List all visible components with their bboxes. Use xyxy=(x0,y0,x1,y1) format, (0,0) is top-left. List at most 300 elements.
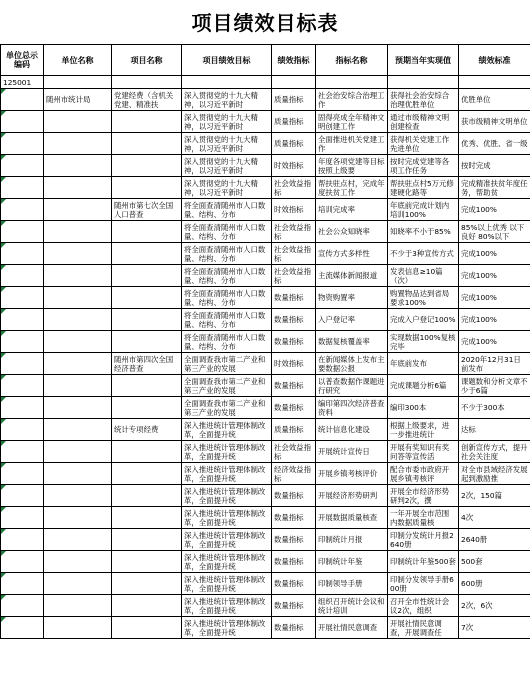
table-row xyxy=(1,177,530,199)
cell-text: 完成入户登记100% xyxy=(390,315,456,324)
cell-text: 4次 xyxy=(461,513,474,522)
row-marker-cell[interactable] xyxy=(1,199,44,221)
row-marker-cell[interactable] xyxy=(1,551,44,573)
table-cell[interactable] xyxy=(182,199,272,221)
table-cell[interactable] xyxy=(388,221,459,243)
table-row xyxy=(1,441,530,463)
row-marker-cell[interactable] xyxy=(1,441,44,463)
cell-text: 培训完成率 xyxy=(318,205,355,214)
table-cell[interactable] xyxy=(388,595,459,617)
table-cell[interactable] xyxy=(112,243,182,265)
table-cell[interactable] xyxy=(388,155,459,177)
cell-text: 深入推进统计管理体制改革，全面提升统 xyxy=(184,574,266,593)
table-cell[interactable] xyxy=(459,76,530,89)
table-cell[interactable] xyxy=(112,529,182,551)
row-marker-cell[interactable] xyxy=(1,243,44,265)
table-cell[interactable] xyxy=(459,353,530,375)
table-cell[interactable] xyxy=(272,111,316,133)
table-cell[interactable] xyxy=(44,551,112,573)
table-cell[interactable] xyxy=(272,76,316,89)
table-cell[interactable] xyxy=(459,155,530,177)
table-cell[interactable] xyxy=(182,111,272,133)
cell-text: 完成100% xyxy=(461,271,497,280)
cell-text: 完成100% xyxy=(461,293,497,302)
table-cell[interactable] xyxy=(182,595,272,617)
table-cell[interactable] xyxy=(459,573,530,595)
table-cell[interactable] xyxy=(44,529,112,551)
cell-text: 数量指标 xyxy=(274,579,304,588)
table-cell[interactable] xyxy=(316,573,388,595)
cell-text: 发表信息≥10篇（次） xyxy=(390,266,443,285)
table-cell[interactable] xyxy=(182,485,272,507)
table-cell[interactable] xyxy=(272,507,316,529)
table-cell[interactable] xyxy=(182,221,272,243)
table-cell[interactable] xyxy=(316,485,388,507)
cell-text: 创新宣传方式，提升社会关注度 xyxy=(461,442,528,461)
table-cell[interactable] xyxy=(316,177,388,199)
table-cell[interactable] xyxy=(272,353,316,375)
cell-text: 开展经济形势研判 xyxy=(318,491,378,500)
table-cell[interactable] xyxy=(459,89,530,111)
table-cell[interactable] xyxy=(272,309,316,331)
table-cell[interactable] xyxy=(316,375,388,397)
table-row xyxy=(1,397,530,419)
table-cell[interactable] xyxy=(388,353,459,375)
table-cell[interactable] xyxy=(44,177,112,199)
table-cell[interactable] xyxy=(44,309,112,331)
table-cell[interactable] xyxy=(44,617,112,639)
table-cell[interactable] xyxy=(112,155,182,177)
table-cell[interactable] xyxy=(316,529,388,551)
cell-note-marker-icon xyxy=(1,309,6,314)
header-row xyxy=(1,45,530,76)
table-cell[interactable] xyxy=(316,617,388,639)
cell-text: 数量指标 xyxy=(274,513,304,522)
cell-text: 数量指标 xyxy=(274,623,304,632)
table-cell[interactable] xyxy=(44,573,112,595)
cell-text: 数量指标 xyxy=(274,337,304,346)
table-cell[interactable] xyxy=(459,419,530,441)
cell-text: 印制分发领导手册600册 xyxy=(390,574,454,593)
table-cell[interactable] xyxy=(44,397,112,419)
table-cell[interactable] xyxy=(182,331,272,353)
cell-text: 随州市第七次全国人口普查 xyxy=(114,200,174,219)
cell-note-marker-icon xyxy=(1,221,6,226)
table-cell[interactable] xyxy=(112,265,182,287)
table-cell[interactable] xyxy=(388,485,459,507)
table-row xyxy=(1,133,530,155)
table-cell[interactable] xyxy=(388,573,459,595)
table-cell[interactable] xyxy=(272,331,316,353)
table-cell[interactable] xyxy=(316,463,388,485)
table-cell[interactable] xyxy=(316,551,388,573)
unit-code-cell[interactable]: 125001 xyxy=(1,76,44,89)
table-cell[interactable] xyxy=(112,76,182,89)
table-cell[interactable] xyxy=(44,243,112,265)
table-cell[interactable] xyxy=(112,221,182,243)
cell-text: 完成100% xyxy=(461,205,497,214)
table-cell[interactable] xyxy=(44,89,112,111)
unit-code-row xyxy=(1,76,530,89)
table-cell[interactable] xyxy=(459,133,530,155)
header-cell: 项目绩效目标 xyxy=(182,45,272,76)
table-cell[interactable] xyxy=(272,177,316,199)
table-cell[interactable] xyxy=(272,397,316,419)
table-cell[interactable] xyxy=(272,573,316,595)
row-marker-cell[interactable] xyxy=(1,485,44,507)
table-cell[interactable] xyxy=(112,485,182,507)
cell-text: 数据复核覆盖率 xyxy=(318,337,370,346)
table-cell[interactable] xyxy=(388,397,459,419)
table-cell[interactable] xyxy=(388,617,459,639)
table-cell[interactable] xyxy=(182,133,272,155)
row-marker-cell[interactable] xyxy=(1,111,44,133)
table-cell[interactable] xyxy=(272,287,316,309)
table-cell[interactable] xyxy=(182,155,272,177)
table-cell[interactable] xyxy=(272,221,316,243)
header-cell: 单位名称 xyxy=(44,45,112,76)
table-cell[interactable] xyxy=(316,397,388,419)
cell-text: 课题数和分析文章不少于6篇 xyxy=(461,376,528,395)
cell-note-marker-icon xyxy=(1,419,6,424)
table-cell[interactable] xyxy=(112,133,182,155)
table-cell[interactable] xyxy=(316,441,388,463)
cell-text: 社会治安综合治理工作 xyxy=(318,90,385,109)
table-cell[interactable] xyxy=(316,76,388,89)
cell-text: 数量指标 xyxy=(274,381,304,390)
table-cell[interactable] xyxy=(316,331,388,353)
table-cell[interactable] xyxy=(112,287,182,309)
cell-text: 统计信息化建设 xyxy=(318,425,370,434)
cell-text: 质量指标 xyxy=(274,117,304,126)
row-marker-cell[interactable] xyxy=(1,463,44,485)
table-cell[interactable] xyxy=(459,309,530,331)
table-cell[interactable] xyxy=(112,507,182,529)
table-cell[interactable] xyxy=(44,133,112,155)
table-cell[interactable] xyxy=(388,177,459,199)
table-cell[interactable] xyxy=(459,199,530,221)
table-cell[interactable] xyxy=(316,221,388,243)
cell-text: 深入贯彻党的十九大精神，以习近平新时 xyxy=(184,90,258,109)
table-cell[interactable] xyxy=(182,243,272,265)
cell-text: 深入推进统计管理体制改革，全面提升统 xyxy=(184,552,266,571)
cell-note-marker-icon xyxy=(1,529,6,534)
cell-text: 完成100% xyxy=(461,337,497,346)
cell-text: 知晓率不小于85% xyxy=(390,227,451,236)
cell-text: 在新闻媒体上发布主要数据公报 xyxy=(318,354,385,373)
table-cell[interactable] xyxy=(112,617,182,639)
cell-text: 深入推进统计管理体制改革，全面提升统 xyxy=(184,508,266,527)
table-cell[interactable] xyxy=(459,485,530,507)
table-cell[interactable] xyxy=(388,441,459,463)
cell-text: 主流媒体新闻报道 xyxy=(318,271,378,280)
row-marker-cell[interactable] xyxy=(1,507,44,529)
table-cell[interactable] xyxy=(316,133,388,155)
table-cell[interactable] xyxy=(272,89,316,111)
table-cell[interactable] xyxy=(316,419,388,441)
table-cell[interactable] xyxy=(459,177,530,199)
table-cell[interactable] xyxy=(459,265,530,287)
cell-text: 完成课题分析6篇 xyxy=(390,381,447,390)
table-cell[interactable] xyxy=(182,551,272,573)
table-cell[interactable] xyxy=(112,397,182,419)
table-cell[interactable] xyxy=(388,551,459,573)
table-cell[interactable] xyxy=(182,89,272,111)
row-marker-cell[interactable] xyxy=(1,331,44,353)
table-cell[interactable] xyxy=(182,353,272,375)
table-cell[interactable] xyxy=(459,243,530,265)
table-cell[interactable] xyxy=(182,309,272,331)
row-marker-cell[interactable] xyxy=(1,309,44,331)
table-cell[interactable] xyxy=(112,375,182,397)
table-cell[interactable] xyxy=(459,529,530,551)
cell-text: 帮扶驻点村，完成年度扶贫工作 xyxy=(318,178,385,197)
table-cell[interactable] xyxy=(44,507,112,529)
table-cell[interactable] xyxy=(44,331,112,353)
table-cell[interactable] xyxy=(388,287,459,309)
table-cell[interactable] xyxy=(388,243,459,265)
cell-text: 社会效益指标 xyxy=(274,244,311,263)
row-marker-cell[interactable] xyxy=(1,595,44,617)
table-cell[interactable] xyxy=(459,287,530,309)
table-cell[interactable] xyxy=(272,265,316,287)
table-cell[interactable] xyxy=(388,375,459,397)
table-cell[interactable] xyxy=(44,375,112,397)
row-marker-cell[interactable] xyxy=(1,375,44,397)
performance-table xyxy=(0,44,530,639)
table-cell[interactable] xyxy=(182,441,272,463)
table-cell[interactable] xyxy=(112,89,182,111)
cell-text: 质量指标 xyxy=(274,95,304,104)
table-cell[interactable] xyxy=(272,133,316,155)
table-cell[interactable] xyxy=(388,507,459,529)
table-cell[interactable] xyxy=(316,309,388,331)
row-marker-cell[interactable] xyxy=(1,221,44,243)
cell-text: 深入贯彻党的十九大精神，以习近平新时 xyxy=(184,112,258,131)
table-cell[interactable] xyxy=(112,595,182,617)
table-row xyxy=(1,353,530,375)
cell-text: 数量指标 xyxy=(274,535,304,544)
cell-text: 深入贯彻党的十九大精神，以习近平新时 xyxy=(184,134,258,153)
table-cell[interactable] xyxy=(388,76,459,89)
cell-text: 编印300本 xyxy=(390,403,427,412)
table-cell[interactable] xyxy=(316,287,388,309)
table-cell[interactable] xyxy=(44,221,112,243)
table-cell[interactable] xyxy=(44,463,112,485)
table-cell[interactable] xyxy=(316,595,388,617)
row-marker-cell[interactable] xyxy=(1,287,44,309)
table-cell[interactable] xyxy=(44,441,112,463)
table-cell[interactable] xyxy=(182,265,272,287)
table-cell[interactable] xyxy=(44,111,112,133)
table-cell[interactable] xyxy=(44,76,112,89)
cell-text: 时效指标 xyxy=(274,359,304,368)
table-cell[interactable] xyxy=(388,309,459,331)
table-row xyxy=(1,551,530,573)
cell-text: 根据上级要求，进一步推进统计 xyxy=(390,420,450,439)
table-cell[interactable] xyxy=(459,595,530,617)
table-cell[interactable] xyxy=(44,287,112,309)
table-cell[interactable] xyxy=(112,573,182,595)
table-cell[interactable] xyxy=(316,89,388,111)
table-cell[interactable] xyxy=(44,265,112,287)
table-cell[interactable] xyxy=(182,529,272,551)
table-cell[interactable] xyxy=(459,463,530,485)
table-cell[interactable] xyxy=(272,617,316,639)
cell-text: 完成100% xyxy=(461,315,497,324)
header-cell: 单位总示编码 xyxy=(1,45,44,76)
cell-text: 印制统计月报 xyxy=(318,535,363,544)
table-cell[interactable] xyxy=(272,595,316,617)
table-row xyxy=(1,375,530,397)
table-cell[interactable] xyxy=(316,243,388,265)
row-marker-cell[interactable] xyxy=(1,617,44,639)
table-cell[interactable] xyxy=(272,243,316,265)
cell-text: 数量指标 xyxy=(274,315,304,324)
cell-note-marker-icon xyxy=(1,111,6,116)
cell-text: 购置物品达到省局要求100% xyxy=(390,288,450,307)
row-marker-cell[interactable] xyxy=(1,265,44,287)
table-row xyxy=(1,309,530,331)
table-cell[interactable] xyxy=(272,463,316,485)
row-marker-cell[interactable] xyxy=(1,397,44,419)
cell-text: 将全面查清随州市人口数量、结构、分布 xyxy=(184,222,266,241)
table-cell[interactable] xyxy=(272,419,316,441)
cell-text: 印制分发统计月报2640册 xyxy=(390,530,454,549)
table-cell[interactable] xyxy=(459,331,530,353)
table-cell[interactable] xyxy=(272,441,316,463)
cell-text: 深入贯彻党的十九大精神，以习近平新时 xyxy=(184,178,258,197)
table-cell[interactable] xyxy=(316,353,388,375)
cell-text: 编印第四次经济普查资料 xyxy=(318,398,385,417)
table-cell[interactable] xyxy=(112,441,182,463)
table-cell[interactable] xyxy=(316,111,388,133)
table-cell[interactable] xyxy=(272,375,316,397)
table-cell[interactable] xyxy=(272,485,316,507)
table-cell[interactable] xyxy=(112,177,182,199)
table-cell[interactable] xyxy=(112,419,182,441)
table-cell[interactable] xyxy=(388,133,459,155)
table-cell[interactable] xyxy=(182,177,272,199)
table-row xyxy=(1,89,530,111)
row-marker-cell[interactable] xyxy=(1,573,44,595)
table-cell[interactable] xyxy=(459,111,530,133)
table-cell[interactable] xyxy=(182,397,272,419)
cell-text: 深入推进统计管理体制改革，全面提升统 xyxy=(184,420,266,439)
table-cell[interactable] xyxy=(459,397,530,419)
table-cell[interactable] xyxy=(459,551,530,573)
cell-text: 不少于3种宣传方式 xyxy=(390,249,454,258)
table-cell[interactable] xyxy=(388,89,459,111)
table-cell[interactable] xyxy=(316,199,388,221)
table-cell[interactable] xyxy=(182,617,272,639)
cell-note-marker-icon xyxy=(1,397,6,402)
row-marker-cell[interactable] xyxy=(1,133,44,155)
table-cell[interactable] xyxy=(388,419,459,441)
cell-text: 年度各项党建等目标按照上级要 xyxy=(318,156,385,175)
cell-text: 2020年12月31日前发布 xyxy=(461,354,521,373)
cell-text: 质量指标 xyxy=(274,139,304,148)
table-cell[interactable] xyxy=(182,573,272,595)
table-cell[interactable] xyxy=(112,309,182,331)
table-cell[interactable] xyxy=(459,441,530,463)
table-cell[interactable] xyxy=(316,265,388,287)
table-cell[interactable] xyxy=(112,463,182,485)
table-cell[interactable] xyxy=(44,485,112,507)
table-cell[interactable] xyxy=(44,155,112,177)
cell-text: 7次 xyxy=(461,623,474,632)
cell-text: 600册 xyxy=(461,579,483,588)
table-cell[interactable] xyxy=(388,331,459,353)
row-marker-cell[interactable] xyxy=(1,155,44,177)
table-cell[interactable] xyxy=(112,111,182,133)
table-cell[interactable] xyxy=(459,221,530,243)
table-cell[interactable] xyxy=(388,199,459,221)
cell-text: 完成精准扶贫年度任务，帮助贫 xyxy=(461,178,528,197)
table-row xyxy=(1,221,530,243)
cell-text: 以普查数据作课题进行研究 xyxy=(318,376,385,395)
table-cell[interactable] xyxy=(316,155,388,177)
table-cell[interactable] xyxy=(182,507,272,529)
cell-text: 时效指标 xyxy=(274,161,304,170)
table-cell[interactable] xyxy=(44,419,112,441)
table-cell[interactable] xyxy=(316,507,388,529)
table-cell[interactable] xyxy=(182,375,272,397)
row-marker-cell[interactable] xyxy=(1,177,44,199)
cell-text: 将全面查清随州市人口数量、结构、分布 xyxy=(184,200,266,219)
cell-text: 深入推进统计管理体制改革，全面提升统 xyxy=(184,618,266,637)
cell-text: 社会效益指标 xyxy=(274,222,311,241)
table-cell[interactable] xyxy=(112,551,182,573)
table-cell[interactable] xyxy=(112,331,182,353)
table-row xyxy=(1,507,530,529)
cell-text: 社会效益指标 xyxy=(274,178,311,197)
table-cell[interactable] xyxy=(182,287,272,309)
table-cell[interactable] xyxy=(182,463,272,485)
table-cell[interactable] xyxy=(112,353,182,375)
row-marker-cell[interactable] xyxy=(1,89,44,111)
table-cell[interactable] xyxy=(44,199,112,221)
table-cell[interactable] xyxy=(182,419,272,441)
table-row xyxy=(1,573,530,595)
table-cell[interactable] xyxy=(272,155,316,177)
cell-text: 达标 xyxy=(461,425,476,434)
table-cell[interactable] xyxy=(44,595,112,617)
row-marker-cell[interactable] xyxy=(1,419,44,441)
table-cell[interactable] xyxy=(388,265,459,287)
cell-text: 物资购置率 xyxy=(318,293,355,302)
table-cell[interactable] xyxy=(459,507,530,529)
table-cell[interactable] xyxy=(459,375,530,397)
cell-text: 将全面查清随州市人口数量、结构、分布 xyxy=(184,244,266,263)
table-cell[interactable] xyxy=(272,199,316,221)
table-cell[interactable] xyxy=(182,76,272,89)
table-cell[interactable] xyxy=(388,463,459,485)
table-cell[interactable] xyxy=(272,529,316,551)
row-marker-cell[interactable] xyxy=(1,529,44,551)
table-cell[interactable] xyxy=(388,111,459,133)
cell-text: 开展有奖知识有奖问答等宣传活 xyxy=(390,442,450,461)
table-cell[interactable] xyxy=(112,199,182,221)
table-cell[interactable] xyxy=(44,353,112,375)
table-cell[interactable] xyxy=(272,551,316,573)
cell-text: 印制领导手册 xyxy=(318,579,363,588)
cell-text: 深入推进统计管理体制改革，全面提升统 xyxy=(184,442,266,461)
table-cell[interactable] xyxy=(388,529,459,551)
row-marker-cell[interactable] xyxy=(1,353,44,375)
cell-note-marker-icon xyxy=(1,441,6,446)
table-cell[interactable] xyxy=(459,617,530,639)
